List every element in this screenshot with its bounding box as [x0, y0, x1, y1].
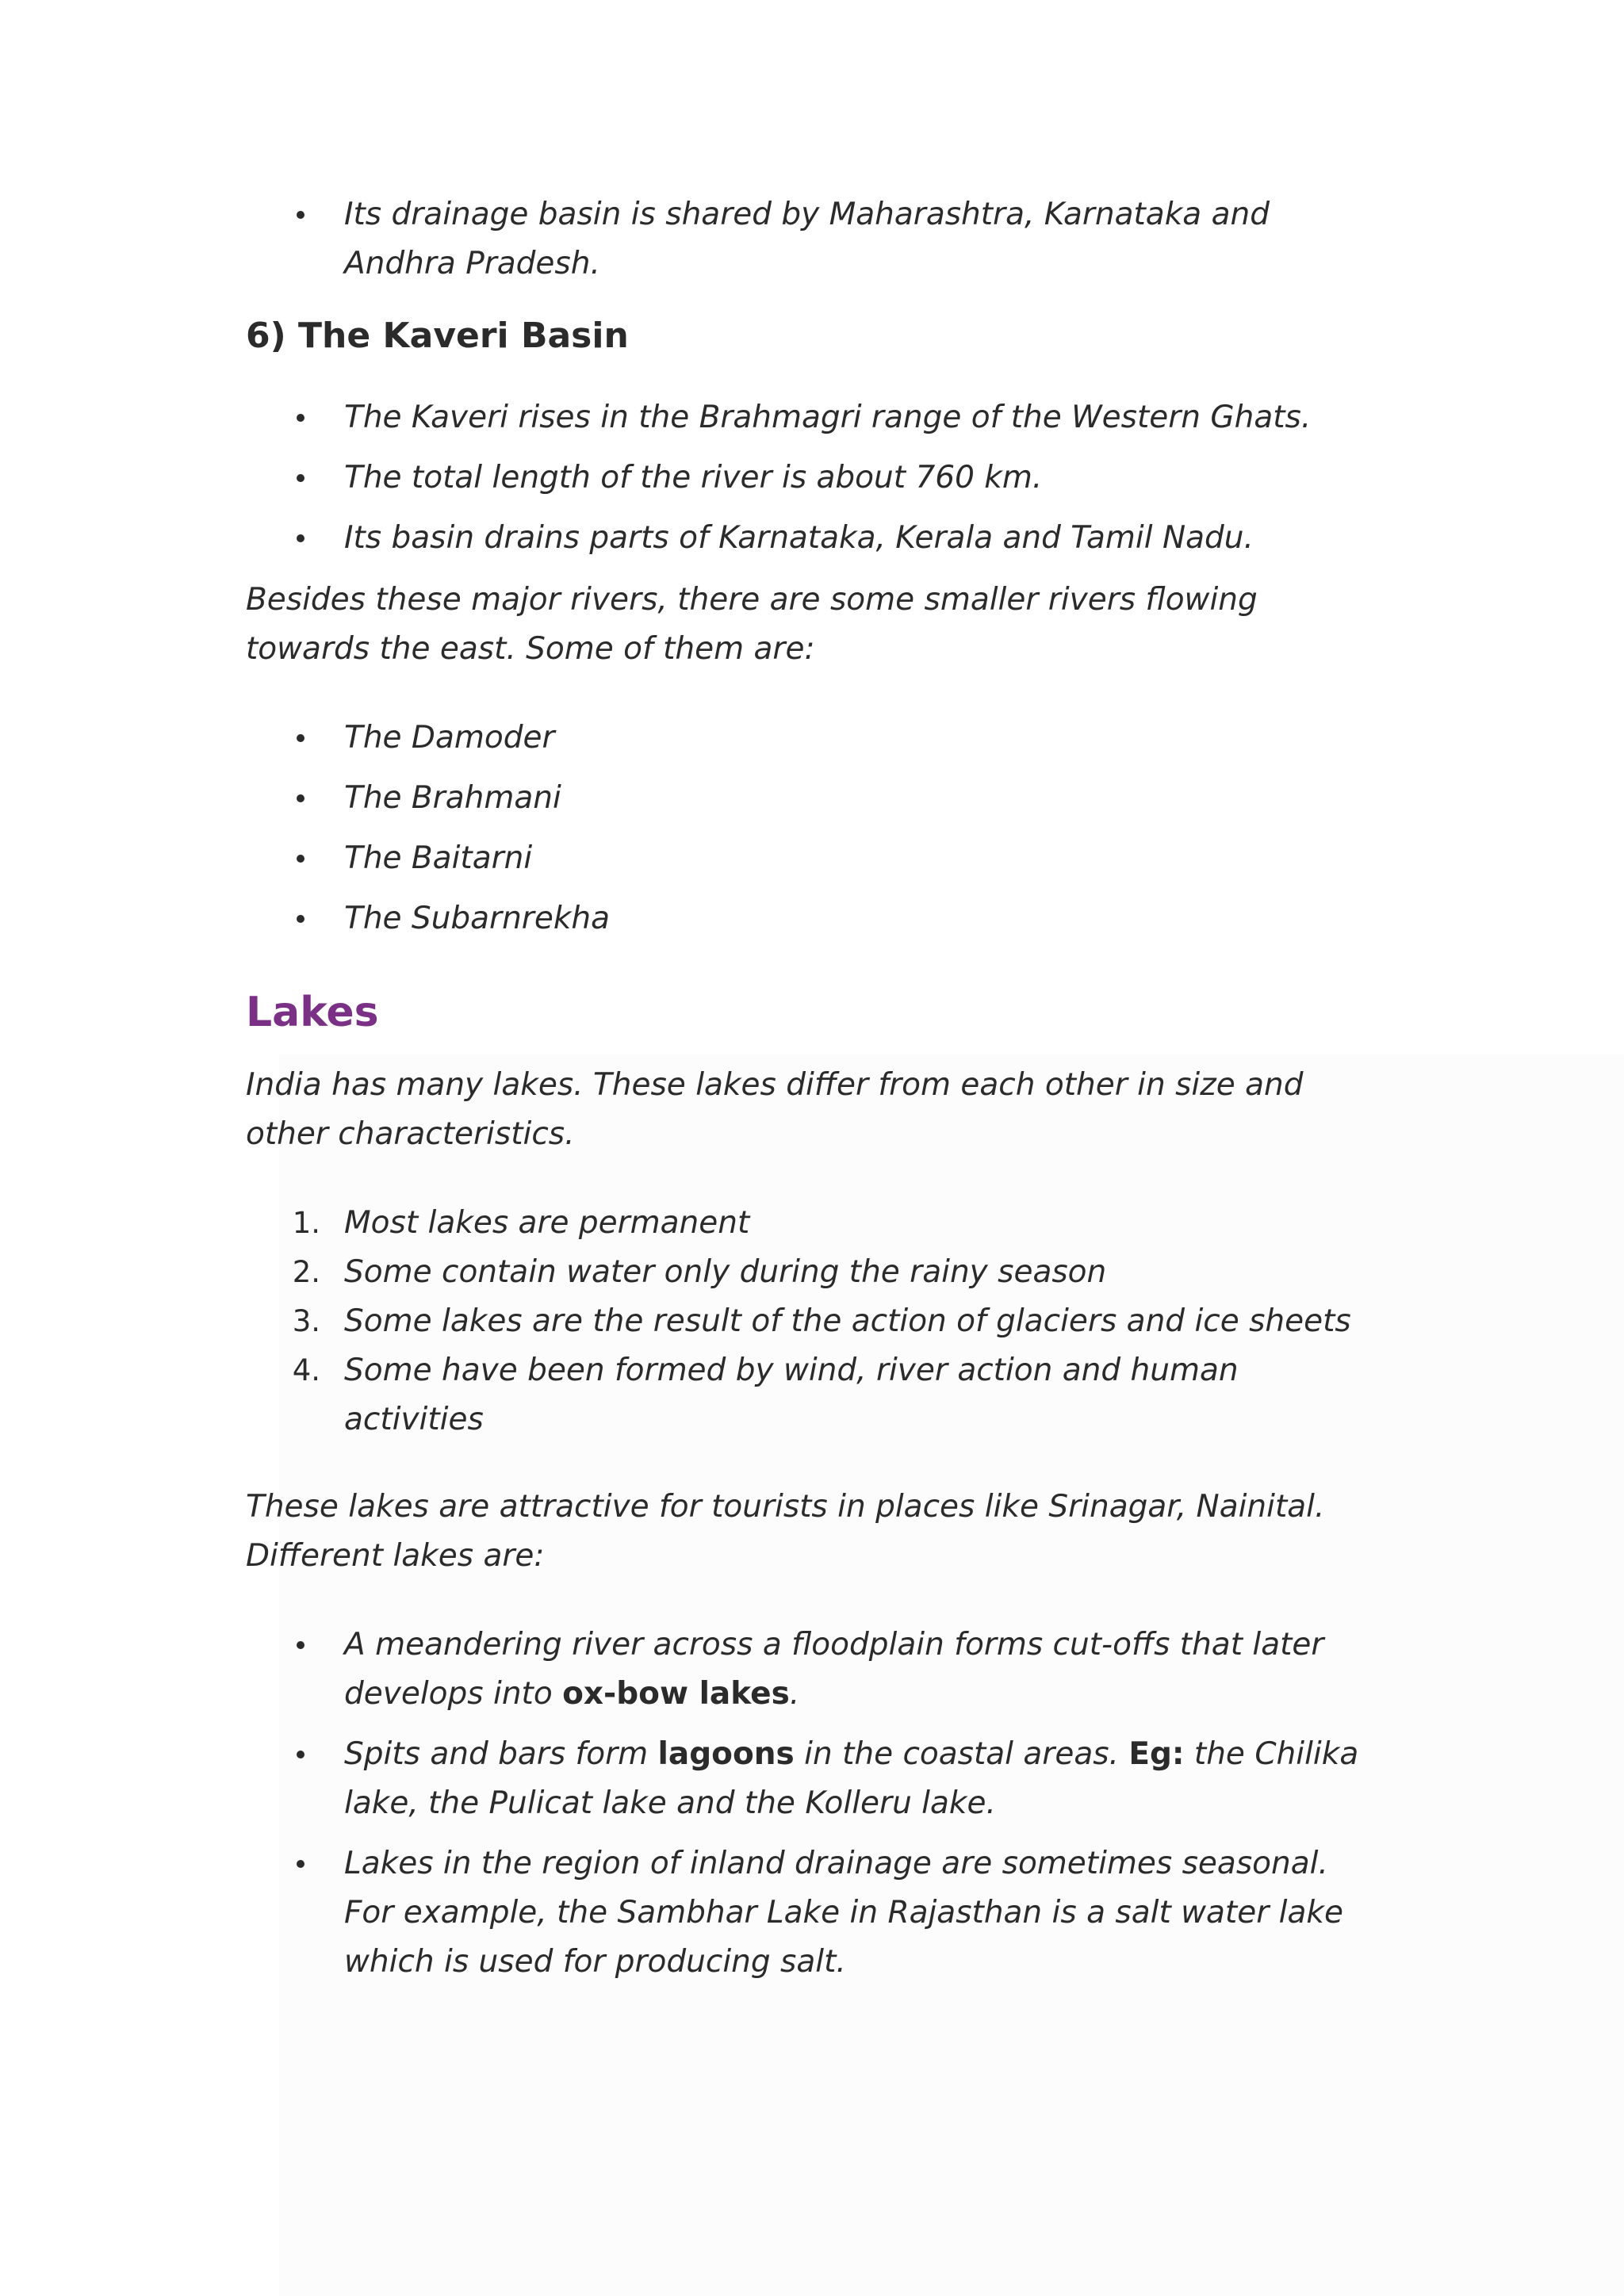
list-item-text: The Subarnrekha [344, 901, 611, 936]
list-item [246, 1199, 1380, 1248]
list-item-text: The Kaveri rises in the Brahmagri range of the Western Ghats. [344, 400, 1312, 435]
list-number: 3. [292, 1304, 320, 1338]
list-item-text: The Brahmani [344, 780, 561, 816]
bullet-icon [297, 915, 304, 923]
bullet-icon [297, 855, 304, 863]
kaveri-bullet-list [246, 393, 1380, 563]
list-item-text: Some lakes are the result of the action of glaciers and ice sheets [344, 1303, 1351, 1339]
bullet-icon [297, 474, 304, 482]
list-item-text: Its drainage basin is shared by Maharashtra, Karnataka and Andhra Pradesh. [344, 197, 1270, 281]
bullet-icon [297, 734, 304, 742]
list-item [246, 453, 1380, 503]
list-item [246, 1346, 1380, 1445]
list-number: 2. [292, 1255, 320, 1289]
list-item-text: Lakes in the region of inland drainage are sometimes seasonal. For example, the Sambhar Lake in Rajasthan is a salt water lake which is used for producing salt. [344, 1846, 1343, 1980]
list-item [246, 1248, 1380, 1297]
list-number: 4. [292, 1353, 320, 1387]
list-number: 1. [292, 1206, 320, 1240]
list-item [246, 834, 1380, 883]
rivers-paragraph: Besides these major rivers, there are some smaller rivers flowing towards the east. Some of them are: [246, 582, 1258, 667]
bold-term: lagoons [657, 1736, 795, 1772]
list-item [246, 894, 1380, 943]
kaveri-heading: 6) The Kaveri Basin [246, 316, 629, 356]
list-item-oxbow [246, 1621, 1380, 1719]
lakes-paragraph: India has many lakes. These lakes differ from each other in size and other characteristics. [246, 1067, 1304, 1152]
lake-numbered-list [246, 1199, 1380, 1445]
list-item [246, 1297, 1380, 1346]
list-item-text: The total length of the river is about 760 km. [344, 460, 1043, 496]
bullet-icon [297, 1860, 304, 1868]
intro-bullet-list [246, 190, 1380, 289]
lakes-heading: Lakes [246, 989, 379, 1036]
list-item-text: The Damoder [344, 720, 555, 756]
list-item [246, 393, 1380, 442]
list-item [246, 190, 1380, 289]
list-item-text: Most lakes are permanent [344, 1205, 750, 1241]
list-item-text: A meandering river across a floodplain forms cut-offs that later develops into ox-bow lakes. [344, 1627, 1324, 1712]
bullet-icon [297, 1641, 304, 1649]
document-content [246, 190, 1380, 1987]
list-item-text: Some contain water only during the rainy season [344, 1254, 1107, 1290]
bullet-icon [297, 794, 304, 802]
list-item [246, 514, 1380, 563]
bold-example-label: Eg: [1128, 1736, 1185, 1772]
list-item [246, 774, 1380, 823]
bold-term: ox-bow lakes [562, 1676, 790, 1712]
lake-types-list [246, 1621, 1380, 1987]
list-item-text: Its basin drains parts of Karnataka, Kerala and Tamil Nadu. [344, 520, 1254, 556]
list-item-text: Spits and bars form lagoons in the coastal areas. Eg: the Chilika lake, the Pulicat lake and the Kolleru lake. [344, 1736, 1359, 1821]
bullet-icon [297, 1751, 304, 1758]
bullet-icon [297, 211, 304, 219]
bullet-icon [297, 534, 304, 542]
list-item-inland [246, 1839, 1380, 1987]
list-item-lagoon [246, 1730, 1380, 1828]
bullet-icon [297, 414, 304, 422]
tourists-paragraph: These lakes are attractive for tourists in places like Srinagar, Nainital. Different lakes are: [246, 1489, 1325, 1574]
list-item-text: The Baitarni [344, 840, 533, 876]
river-bullet-list [246, 714, 1380, 943]
list-item [246, 714, 1380, 763]
list-item-text: Some have been formed by wind, river action and human activities [344, 1353, 1239, 1437]
